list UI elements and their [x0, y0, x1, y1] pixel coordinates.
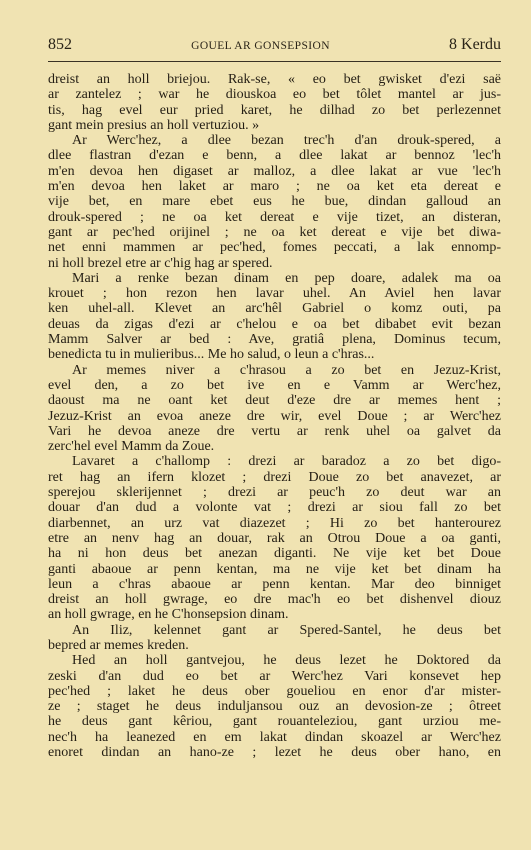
text-line: m'en devoa hen digaset ar malloz, a dlee lakat ar vue 'lec'h: [48, 163, 501, 179]
text-line: pec'hed ; laket he deus ober goueliou en enor d'ar mister-: [48, 683, 501, 699]
text-line: Vari he devoa aneze dre vertu ar renk uhel oa galvet da: [48, 423, 501, 439]
text-line: dreist an holl briejou. Rak-se, « eo bet gwisket d'ezi saë: [48, 72, 501, 87]
text-line: Ar memes niver a c'hrasou a zo bet en Jezuz-Krist,: [72, 362, 501, 378]
text-line: Jezuz-Krist an evoa aneze dre wir, evel Doue ; ar Werc'hez: [48, 408, 501, 424]
text-line: deuas da zigas d'ezi ar c'helou e oa bet dibabet evit bezan: [48, 316, 501, 332]
text-line: drouk-spered ; ne oa ket dereat e vije tizet, an disteran,: [48, 209, 501, 225]
text-line: zeski d'an dud eo bet ar Werc'hez Vari konsevet hep: [48, 668, 501, 684]
text-line: ken uhel-all. Klevet an arc'hêl Gabriel o komz outi, pa: [48, 301, 501, 317]
text-line: Lavaret a c'hallomp : drezi ar baradoz a zo bet digo-: [72, 454, 501, 470]
text-line: nec'h ha leanezed en em lakat dindan skoazel ar Werc'hez: [48, 729, 501, 745]
text-line: ar zantelez ; war he diouskoa eo bet tôlet mantel ar jus-: [48, 87, 501, 103]
text-line: daoust ma ne oant ket deut d'eze dre ar memes hent ;: [48, 393, 501, 409]
text-line: Mari a renke bezan dinam en pep doare, adalek ma oa: [72, 270, 501, 286]
text-line: dlee flastran d'ezan e benn, a dlee lakat ar bennoz 'lec'h: [48, 148, 501, 164]
text-line: diarbennet, an urz vat diazezet ; Hi zo bet hanterourez: [48, 515, 501, 531]
text-line: sperejou sklerijennet ; drezi ar peuc'h zo deut war an: [48, 485, 501, 501]
header-rule: [48, 61, 501, 62]
text-line: gant ar pec'hed orijinel ; ne oa ket dereat e vije bet diwa-: [48, 224, 501, 240]
text-line: Mamm Salver ar bed : Ave, gratiâ plena, Dominus tecum,: [48, 332, 501, 348]
text-line: m'en devoa hen laket ar maro ; ne oa ket eta dereat e: [48, 179, 501, 195]
running-title: GOUEL AR GONSEPSION: [191, 40, 330, 52]
running-header: [48, 36, 501, 58]
text-line: vije bet, en mare ebet eus he bue, dindan galloud an: [48, 194, 501, 210]
text-line: benedicta tu in mulieribus... Me ho salud, o leun a c'hras...: [48, 347, 375, 363]
text-line: evel den, a zo bet ive en e Vamm ar Werc'hez,: [48, 377, 501, 393]
text-line: ret hag an ifern klozet ; drezi Doue zo bet anavezet, ar: [48, 469, 501, 485]
text-line: dreist an holl gwrage, eo dre mac'h eo bet dishenvel diouz: [48, 592, 501, 608]
text-line: enoret dindan an hano-ze ; lezet he deus ober hano, en: [48, 745, 501, 761]
text-line: krouet ; hon rezon hen lavar uhel. An Aviel hen lavar: [48, 286, 501, 302]
text-line: bepred ar memes kreden.: [48, 637, 189, 653]
text-line: An Iliz, kelennet gant ar Spered-Santel, he deus bet: [72, 622, 501, 638]
text-line: net enni mammen ar pec'hed, fomes peccati, a lak ennomp-: [48, 240, 501, 256]
text-line: Ar Werc'hez, a dlee bezan trec'h d'an drouk-spered, a: [72, 133, 501, 149]
text-line: zerc'hel evel Mamm da Zoue.: [48, 439, 215, 455]
text-line: leun a c'hras abaoue ar penn kentan. Mar deo binniget: [48, 576, 501, 592]
text-line: tis, hag evel eur pried karet, he dilhad zo bet perlezennet: [48, 102, 501, 118]
body-text: [48, 72, 501, 760]
text-line: etre an nenv hag an douar, rak an Otrou Doue a oa ganti,: [48, 530, 501, 546]
chapter-label: 8 Kerdu: [449, 36, 501, 53]
text-line: an holl gwrage, en he C'honsepsion dinam.: [48, 607, 289, 623]
text-line: ze ; staget he deus induljansou ouz an devosion-ze ; ôtreet: [48, 699, 501, 715]
text-line: ha ni hon deus bet anezan diganti. Ne vije ket bet Doue: [48, 546, 501, 562]
text-line: he deus gant kêriou, gant rouanteleziou, gant urziou me-: [48, 714, 501, 730]
text-line: douar d'an dud a volonte vat ; drezi ar siou fall zo bet: [48, 500, 501, 516]
page-number: 852: [48, 36, 72, 53]
text-line: ganti abaoue ar penn kentan, ma ne vije ket bet dinam ha: [48, 561, 501, 577]
text-line: gant mein presius an holl vertuziou. »: [48, 117, 260, 133]
text-line: ni holl brezel etre ar c'hig hag ar spered.: [48, 255, 273, 271]
text-line: Hed an holl gantvejou, he deus lezet he Doktored da: [72, 653, 501, 669]
